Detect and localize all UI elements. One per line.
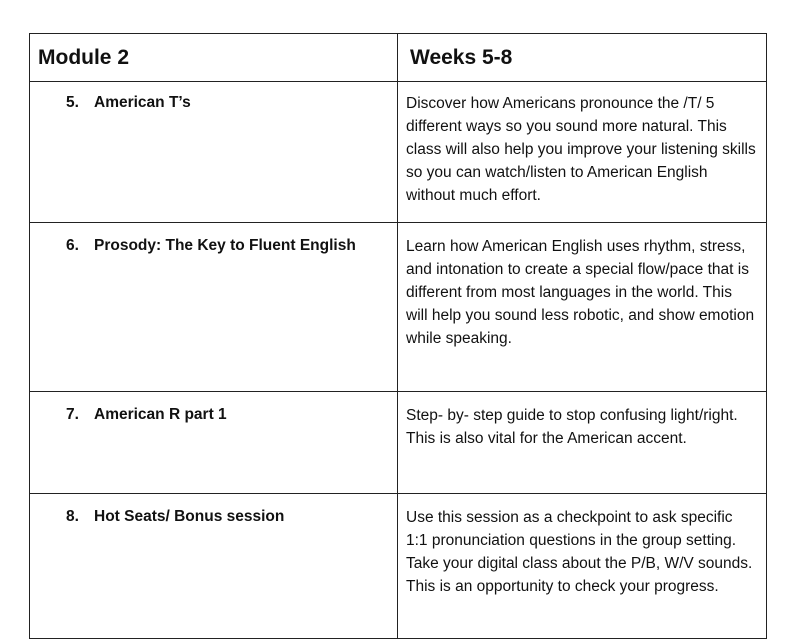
session-description: Use this session as a checkpoint to ask specific 1:1 pronunciation questions in the group setting. Take your digital class about the P/B, W/V sounds. This is an opportunity to check your progress. — [406, 509, 753, 595]
session-title-cell — [30, 223, 398, 392]
weeks-title: Weeks 5-8 — [410, 46, 513, 69]
session-title-cell — [30, 82, 398, 223]
session-description-cell — [398, 82, 767, 223]
session-number: 8. — [66, 508, 79, 525]
session-number: 7. — [66, 406, 79, 423]
session-description-cell — [398, 223, 767, 392]
session-description-cell — [398, 494, 767, 639]
session-title: Hot Seats/ Bonus session — [94, 508, 285, 525]
table-row — [30, 494, 767, 639]
session-description: Discover how Americans pronounce the /T/ 5 different ways so you sound more natural. This class will also help you improve your listening skills so you can watch/listen to American English without much effort. — [406, 95, 756, 204]
session-number: 6. — [66, 237, 79, 254]
session-title: American T’s — [94, 94, 191, 111]
header-cell-module — [30, 34, 398, 82]
session-title: Prosody: The Key to Fluent English — [94, 237, 356, 254]
module-title: Module 2 — [38, 46, 130, 69]
session-description: Learn how American English uses rhythm, stress, and intonation to create a special flow/pace that is different from most languages in the world. This will help you sound less robotic, and show emotion while speaking. — [406, 238, 755, 347]
table-header-row — [30, 34, 767, 82]
session-description-cell — [398, 392, 767, 494]
session-title-cell — [30, 494, 398, 639]
session-number: 5. — [66, 94, 79, 111]
table-row — [30, 82, 767, 223]
session-description: Step- by- step guide to stop confusing light/right. This is also vital for the American accent. — [406, 407, 738, 447]
session-title-cell — [30, 392, 398, 494]
module-table — [29, 33, 767, 639]
table-row — [30, 223, 767, 392]
session-title: American R part 1 — [94, 406, 227, 423]
header-cell-weeks — [398, 34, 767, 82]
table-row — [30, 392, 767, 494]
